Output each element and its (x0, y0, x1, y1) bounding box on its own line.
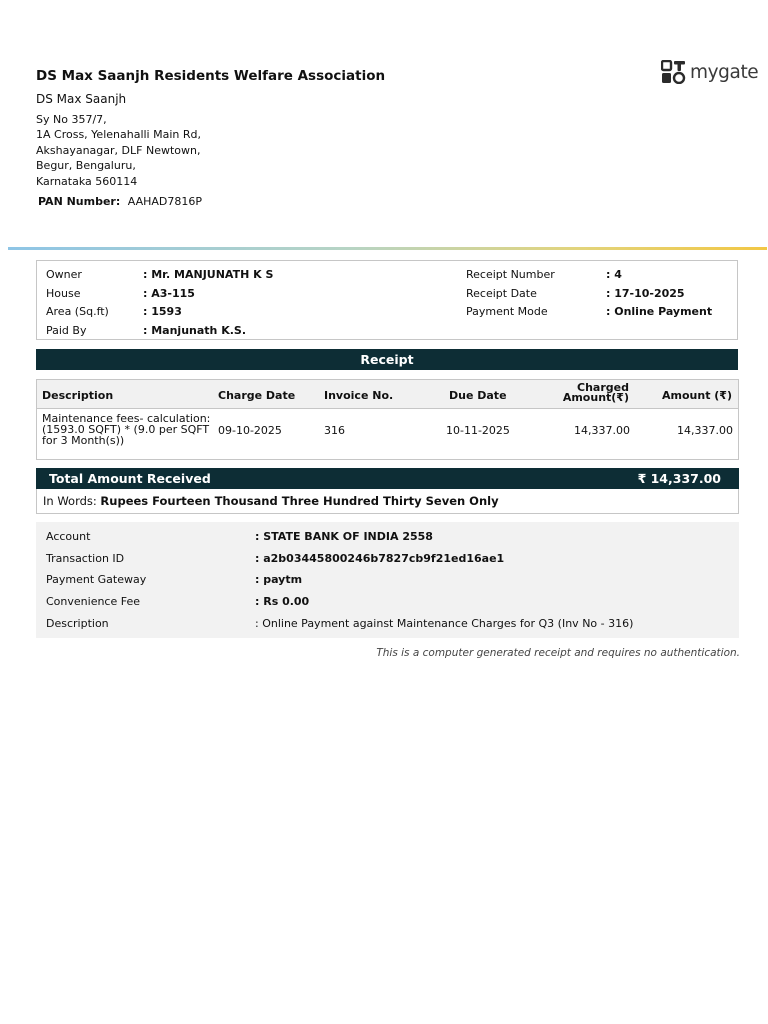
total-amount-bar (36, 468, 739, 489)
address-line: Karnataka 560114 (36, 174, 138, 188)
mygate-logo-icon (661, 60, 686, 84)
info-row (37, 268, 737, 286)
info-row (37, 305, 737, 323)
convenience-fee-label: Convenience Fee (46, 595, 140, 608)
words-label: In Words: (43, 494, 97, 508)
payment-row (36, 595, 739, 611)
info-row (37, 287, 737, 305)
mygate-wordmark: mygate (690, 61, 759, 83)
owner-label: Owner (46, 268, 82, 281)
payment-row (36, 530, 739, 546)
receipt-number-value: : 4 (606, 268, 622, 281)
row-description: Maintenance fees- calculation: (1593.0 SQFT) * (9.0 per SQFT for 3 Month(s)) (42, 412, 211, 447)
table-header (37, 380, 738, 409)
payment-mode-label: Payment Mode (466, 305, 548, 318)
receipt-info-box (36, 260, 738, 340)
payment-description-label: Description (46, 617, 109, 630)
row-due-date: 10-11-2025 (446, 424, 510, 437)
row-charge-date: 09-10-2025 (218, 424, 282, 437)
total-amount: ₹ 14,337.00 (637, 471, 721, 486)
payment-gateway-label: Payment Gateway (46, 573, 147, 586)
transaction-id-value: : a2b03445800246b7827cb9f21ed16ae1 (255, 552, 505, 565)
row-invoice-no: 316 (324, 424, 345, 437)
payment-description-value: : Online Payment against Maintenance Charges for Q3 (Inv No - 316) (255, 617, 634, 630)
header-charge-date: Charge Date (218, 389, 296, 402)
mygate-logo (661, 60, 758, 84)
pan-number (38, 195, 202, 208)
header-divider (8, 247, 767, 250)
house-value: : A3-115 (143, 287, 195, 300)
header-charged-amount-line1: Charged (577, 381, 629, 394)
owner-value: : Mr. MANJUNATH K S (143, 268, 274, 281)
house-label: House (46, 287, 81, 300)
association-name: DS Max Saanjh Residents Welfare Association (36, 68, 386, 84)
account-value: : STATE BANK OF INDIA 2558 (255, 530, 433, 543)
address-line: Akshayanagar, DLF Newtown, (36, 143, 201, 157)
row-amount: 14,337.00 (677, 424, 733, 437)
pan-value: AAHAD7816P (127, 195, 203, 208)
amount-in-words (36, 489, 739, 514)
header-invoice-no: Invoice No. (324, 389, 394, 402)
info-row (37, 324, 737, 342)
computer-generated-note: This is a computer generated receipt and requires no authentication. (376, 647, 740, 659)
row-charged-amount: 14,337.00 (574, 424, 630, 437)
payment-gateway-value: : paytm (255, 573, 303, 586)
total-label: Total Amount Received (49, 471, 211, 486)
payment-details (36, 522, 739, 638)
header-charged-amount (557, 383, 629, 403)
payment-row (36, 552, 739, 568)
payment-row (36, 617, 739, 633)
receipt-date-label: Receipt Date (466, 287, 537, 300)
society-address (36, 112, 201, 189)
account-label: Account (46, 530, 91, 543)
header-description: Description (42, 389, 114, 402)
charges-table (36, 379, 739, 460)
paid-by-label: Paid By (46, 324, 87, 337)
header-amount: Amount (₹) (662, 389, 732, 402)
receipt-title-bar: Receipt (36, 349, 738, 370)
payment-mode-value: : Online Payment (606, 305, 713, 318)
address-line: Sy No 357/7, (36, 113, 107, 126)
words-value: Rupees Fourteen Thousand Three Hundred Thirty Seven Only (100, 494, 499, 508)
paid-by-value: : Manjunath K.S. (143, 324, 247, 337)
address-line: Begur, Bengaluru, (36, 159, 136, 173)
pan-label: PAN Number: (38, 195, 121, 208)
address-line: 1A Cross, Yelenahalli Main Rd, (36, 128, 201, 142)
convenience-fee-value: : Rs 0.00 (255, 595, 310, 608)
receipt-number-label: Receipt Number (466, 268, 555, 281)
table-row (37, 409, 738, 459)
area-value: : 1593 (143, 305, 182, 318)
area-label: Area (Sq.ft) (46, 305, 109, 318)
header-due-date: Due Date (449, 389, 507, 402)
receipt-date-value: : 17-10-2025 (606, 287, 685, 300)
transaction-id-label: Transaction ID (46, 552, 125, 565)
header-charged-amount-line2: Amount(₹) (562, 391, 629, 404)
payment-row (36, 573, 739, 589)
society-name: DS Max Saanjh (36, 92, 127, 106)
